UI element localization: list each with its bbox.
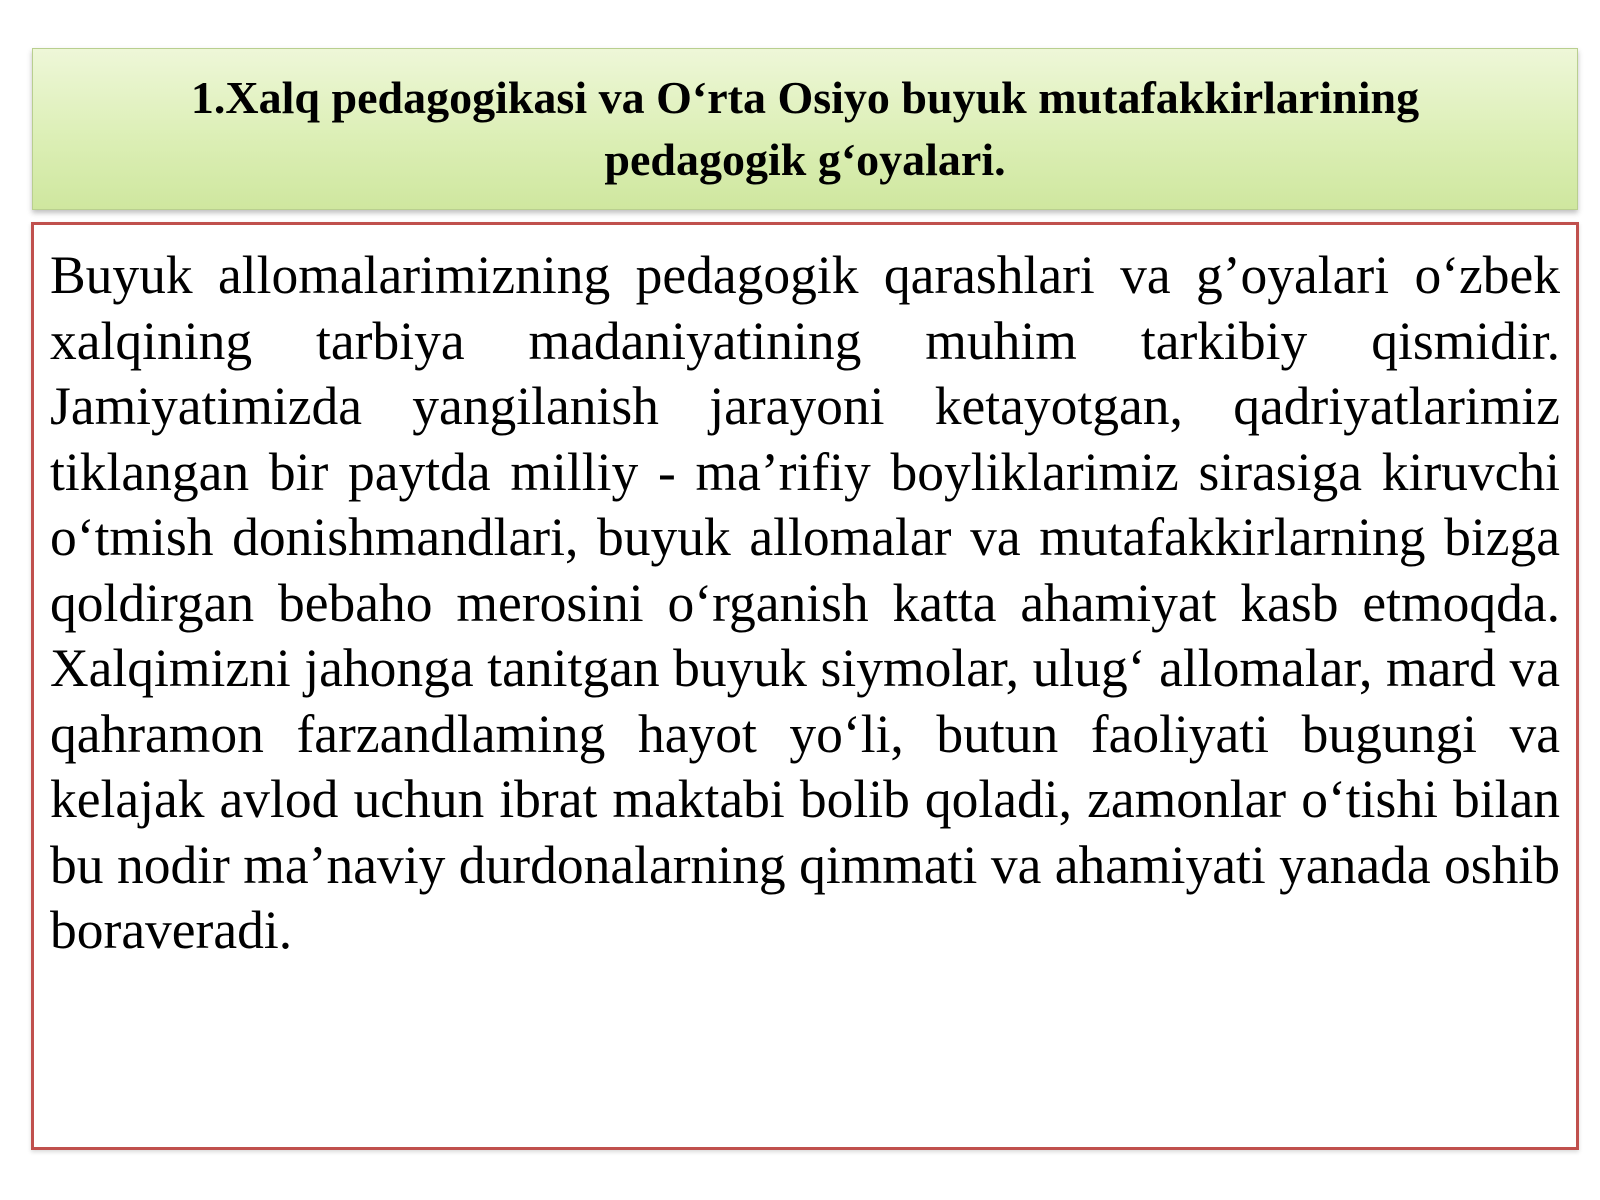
slide-title: 1.Xalq pedagogikasi va O‘rta Osiyo buyuk mutafakkirlarining pedagogik g‘oyalari. [190,72,1420,185]
title-box [32,48,1578,210]
body-paragraph: Buyuk allomalarimizning pedagogik qarashlari va g’oyalari o‘zbek xalqining tarbiya madaniyatining muhim tarkibiy qismidir. Jamiyatimizda yangilanish jarayoni ketayotgan, qadriyatlarimiz tiklangan bir paytda milliy - ma’rifiy boyliklarimiz sirasiga kiruvchi o‘tmish donishmandlari, buyuk allomalar va mutafakkirlarning bizga qoldirgan bebaho merosini o‘rganish katta ahamiyat kasb etmoqda. Xalqimizni jahonga tanitgan buyuk siymolar, ulug‘ allomalar, mard va qahramon farzandlaming hayot yo‘li, butun faoliyati bugungi va kelajak avlod uchun ibrat maktabi bolib qoladi, zamonlar o‘tishi bilan bu nodir ma’naviy durdonalarning qimmati va ahamiyati yanada oshib boraveradi. [50,245,1560,960]
body-text-box [31,222,1579,1150]
